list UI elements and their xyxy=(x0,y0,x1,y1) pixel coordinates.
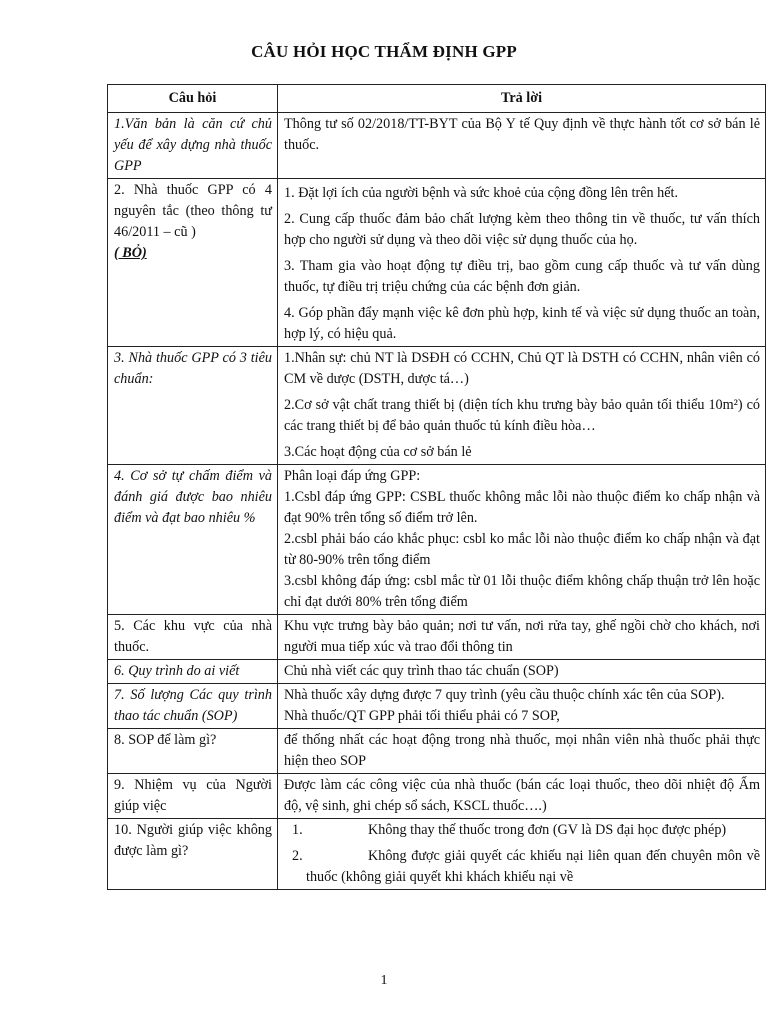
answer-line: để thống nhất các hoạt động trong nhà thuốc, mọi nhân viên nhà thuốc phải thực hiện theo SOP xyxy=(284,732,760,769)
answer-line: Phân loại đáp ứng GPP: xyxy=(284,468,421,484)
question-cell: 8. SOP để làm gì? xyxy=(108,729,278,774)
removed-note: ( BỎ) xyxy=(114,245,147,261)
answer-cell xyxy=(278,684,766,729)
answer-cell xyxy=(278,660,766,684)
answer-line: 1.Csbl đáp ứng GPP: CSBL thuốc không mắc lỗi nào thuộc điểm ko chấp nhận và đạt 90% trên tổng số điểm trở lên. xyxy=(284,489,760,526)
answer-cell xyxy=(278,347,766,465)
table-row xyxy=(108,684,766,729)
answer-line: Nhà thuốc xây dựng được 7 quy trình (yêu cầu thuộc chính xác tên của SOP). xyxy=(284,687,725,703)
answer-line: Nhà thuốc/QT GPP phải tối thiểu phải có 7 SOP, xyxy=(284,708,560,724)
question-cell: 7. Số lượng Các quy trình thao tác chuẩn (SOP) xyxy=(108,684,278,729)
table-row xyxy=(108,819,766,890)
answer-cell xyxy=(278,113,766,179)
answer-cell xyxy=(278,819,766,890)
table-row xyxy=(108,113,766,179)
list-number: 1. xyxy=(292,822,303,838)
qa-table xyxy=(107,84,766,890)
answer-line: 1. Đặt lợi ích của người bệnh và sức khoẻ của cộng đồng lên trên hết. xyxy=(284,185,679,201)
answer-cell xyxy=(278,465,766,615)
answer-line: Được làm các công việc của nhà thuốc (bán các loại thuốc, theo dõi nhiệt độ Ẩm độ, vệ sinh, ghi chép sổ sách, KSCL thuốc….) xyxy=(284,777,760,814)
answer-cell xyxy=(278,774,766,819)
list-text: Không thay thế thuốc trong đơn (GV là DS đại học được phép) xyxy=(368,822,727,838)
header-question: Câu hỏi xyxy=(108,85,278,113)
question-text: 2. Nhà thuốc GPP có 4 nguyên tắc (theo thông tư 46/2011 – cũ ) xyxy=(114,182,272,240)
answer-line: Chủ nhà viết các quy trình thao tác chuẩn (SOP) xyxy=(284,663,559,679)
page-number: 1 xyxy=(380,973,388,988)
answer-line: 2.csbl phải báo cáo khắc phục: csbl ko mắc lỗi nào thuộc điểm ko chấp nhận và đạt từ 80-90% trên tổng điểm xyxy=(284,531,760,568)
answer-line: Thông tư số 02/2018/TT-BYT của Bộ Y tế Quy định về thực hành tốt cơ sở bán lẻ thuốc. xyxy=(284,116,760,153)
table-header-row xyxy=(108,85,766,113)
table-row xyxy=(108,179,766,347)
question-cell: 4. Cơ sở tự chấm điểm và đánh giá được bao nhiêu điểm và đạt bao nhiêu % xyxy=(108,465,278,615)
table-row xyxy=(108,660,766,684)
question-cell xyxy=(108,179,278,347)
question-cell: 3. Nhà thuốc GPP có 3 tiêu chuẩn: xyxy=(108,347,278,465)
answer-line: 3.Các hoạt động của cơ sở bán lẻ xyxy=(284,444,472,460)
question-cell: 5. Các khu vực của nhà thuốc. xyxy=(108,615,278,660)
table-row xyxy=(108,465,766,615)
table-row xyxy=(108,729,766,774)
answer-line: 2. Cung cấp thuốc đảm bảo chất lượng kèm theo thông tin về thuốc, tư vấn thích hợp cho người sử dụng và theo dõi việc sử dụng thuốc của họ. xyxy=(284,211,760,248)
question-cell: 6. Quy trình do ai viết xyxy=(108,660,278,684)
table-row xyxy=(108,347,766,465)
table-row xyxy=(108,774,766,819)
question-cell: 10. Người giúp việc không được làm gì? xyxy=(108,819,278,890)
answer-cell xyxy=(278,729,766,774)
answer-line: Khu vực trưng bày bảo quản; nơi tư vấn, nơi rửa tay, ghế ngồi chờ cho khách, nơi người mua tiếp xúc và trao đổi thông tin xyxy=(284,618,760,655)
answer-cell xyxy=(278,179,766,347)
table-row xyxy=(108,615,766,660)
header-answer: Trả lời xyxy=(278,85,766,113)
list-item xyxy=(284,820,760,841)
answer-line: 2.Cơ sở vật chất trang thiết bị (diện tích khu trưng bày bảo quản tối thiểu 10m²) có các trang thiết bị để bảo quản thuốc tủ kính điều hòa… xyxy=(284,397,760,434)
question-cell: 1.Văn bản là căn cứ chủ yếu để xây dựng nhà thuốc GPP xyxy=(108,113,278,179)
list-item xyxy=(284,846,760,888)
list-number: 2. xyxy=(292,848,303,864)
answer-cell xyxy=(278,615,766,660)
list-text: Không được giải quyết các khiếu nại liên quan đến chuyên môn về thuốc (không giải quyết khi khách khiếu nại về xyxy=(306,848,760,885)
numbered-list xyxy=(284,820,760,888)
answer-line: 3. Tham gia vào hoạt động tự điều trị, bao gồm cung cấp thuốc và tư vấn dùng thuốc, tự điều trị triệu chứng của các bệnh đơn giản. xyxy=(284,258,760,295)
answer-line: 1.Nhân sự: chủ NT là DSĐH có CCHN, Chủ QT là DSTH có CCHN, nhân viên có CM về dược (DSTH, dược tá…) xyxy=(284,350,760,387)
document-title: CÂU HỎI HỌC THẨM ĐỊNH GPP xyxy=(251,42,517,61)
answer-line: 4. Góp phần đẩy mạnh việc kê đơn phù hợp, kinh tế và việc sử dụng thuốc an toàn, hợp lý, có hiệu quả. xyxy=(284,305,760,342)
answer-line: 3.csbl không đáp ứng: csbl mắc từ 01 lỗi thuộc điểm không chấp thuận trở lên hoặc chỉ đạt dưới 80% trên tổng điểm xyxy=(284,573,760,610)
question-cell: 9. Nhiệm vụ của Người giúp việc xyxy=(108,774,278,819)
